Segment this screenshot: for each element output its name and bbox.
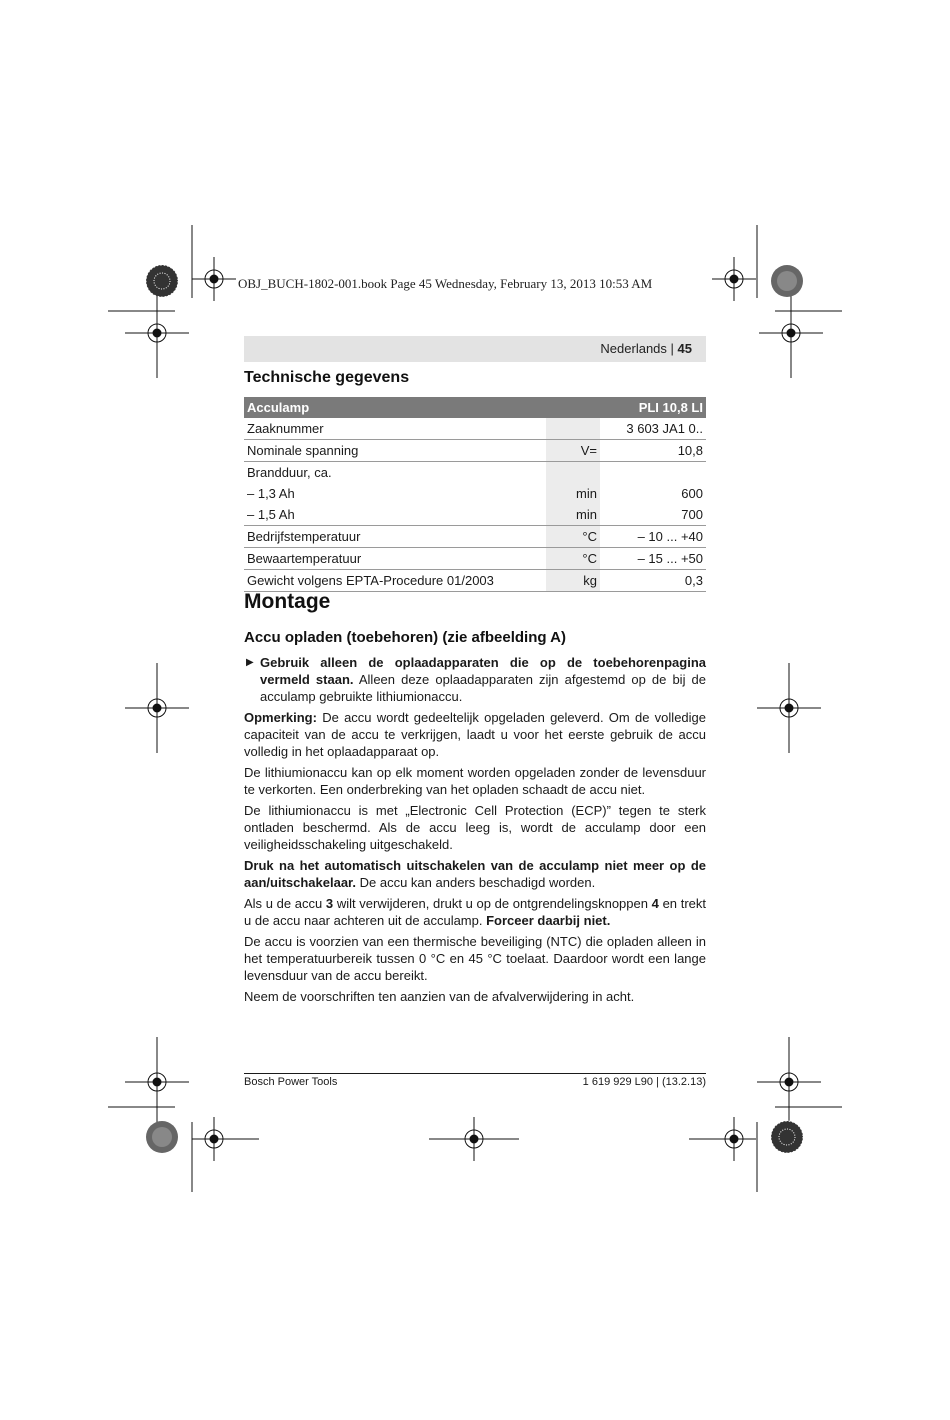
ecp-paragraph: De lithiumionaccu is met „Electronic Cell Protection (ECP)” tegen te sterk ontladen beschermd. Als de accu leeg is, wordt de acculamp door een veiligheidsschakeling uitgeschakeld. bbox=[244, 803, 706, 852]
table-row: Brandduur, ca. bbox=[244, 462, 706, 484]
page-number: 45 bbox=[677, 341, 692, 356]
bullet-item: ▶ Gebruik alleen de oplaadapparaten die op de toebehorenpagina vermeld staan. Alleen deze oplaadapparaten zijn afgestemd op de bij de acculamp gebruikte lithiumionaccu. bbox=[246, 655, 706, 704]
spec-head-model: PLI 10,8 LI bbox=[600, 397, 706, 418]
table-row: – 1,5 Ah min 700 bbox=[244, 504, 706, 526]
page-header bbox=[244, 336, 706, 362]
language-label: Nederlands bbox=[600, 341, 667, 356]
table-row: Gewicht volgens EPTA-Procedure 01/2003 kg 0,3 bbox=[244, 570, 706, 592]
note-paragraph: Opmerking: De accu wordt gedeeltelijk opgeladen geleverd. Om de volledige capaciteit van de accu te verkrijgen, laadt u voor het eerste gebruik de accu volledig in het oplaadapparaat op. bbox=[244, 710, 706, 759]
table-row: Nominale spanning V= 10,8 bbox=[244, 440, 706, 462]
header-language: Nederlands | 45 bbox=[600, 341, 692, 356]
tech-section-title: Technische gegevens bbox=[244, 369, 410, 386]
table-row: Zaaknummer 3 603 JA1 0.. bbox=[244, 418, 706, 440]
book-info-line: OBJ_BUCH-1802-001.book Page 45 Wednesday, February 13, 2013 10:53 AM bbox=[238, 276, 653, 291]
spec-head-label: Acculamp bbox=[244, 397, 546, 418]
ntc-paragraph: De accu is voorzien van een thermische beveiliging (NTC) die opladen alleen in het temperatuurbereik tussen 0 °C en 45 °C toelaat. Daardoor wordt een lange levensduur van de accu bereikt. bbox=[244, 934, 706, 983]
spec-table bbox=[244, 397, 706, 592]
montage-title: Montage bbox=[244, 590, 331, 613]
remove-paragraph: Als u de accu 3 wilt verwijderen, drukt u op de ontgrendelingsknoppen 4 en trekt u de accu naar achteren uit de acculamp. Forceer daarbij niet. bbox=[244, 896, 706, 928]
table-row: Bewaartemperatuur °C – 15 ... +50 bbox=[244, 548, 706, 570]
spec-table-header bbox=[244, 397, 706, 418]
footer-rule bbox=[244, 1073, 706, 1074]
waste-paragraph: Neem de voorschriften ten aanzien van de afvalverwijdering in acht. bbox=[244, 989, 635, 1004]
footer-brand: Bosch Power Tools bbox=[244, 1076, 338, 1088]
table-row: – 1,3 Ah min 600 bbox=[244, 483, 706, 504]
triangle-bullet-icon: ▶ bbox=[246, 657, 254, 668]
montage-body bbox=[244, 654, 706, 1009]
montage-subtitle: Accu opladen (toebehoren) (zie afbeelding A) bbox=[244, 629, 566, 646]
footer-doc-number: 1 619 929 L90 | (13.2.13) bbox=[582, 1076, 706, 1088]
switch-paragraph: Druk na het automatisch uitschakelen van de acculamp niet meer op de aan/uitschakelaar. De accu kan anders beschadigd worden. bbox=[244, 858, 706, 890]
charge-paragraph: De lithiumionaccu kan op elk moment worden opgeladen zonder de levensduur te verkorten. Een onderbreking van het opladen schaadt de accu niet. bbox=[244, 765, 706, 797]
table-row: Bedrijfstemperatuur °C – 10 ... +40 bbox=[244, 526, 706, 548]
